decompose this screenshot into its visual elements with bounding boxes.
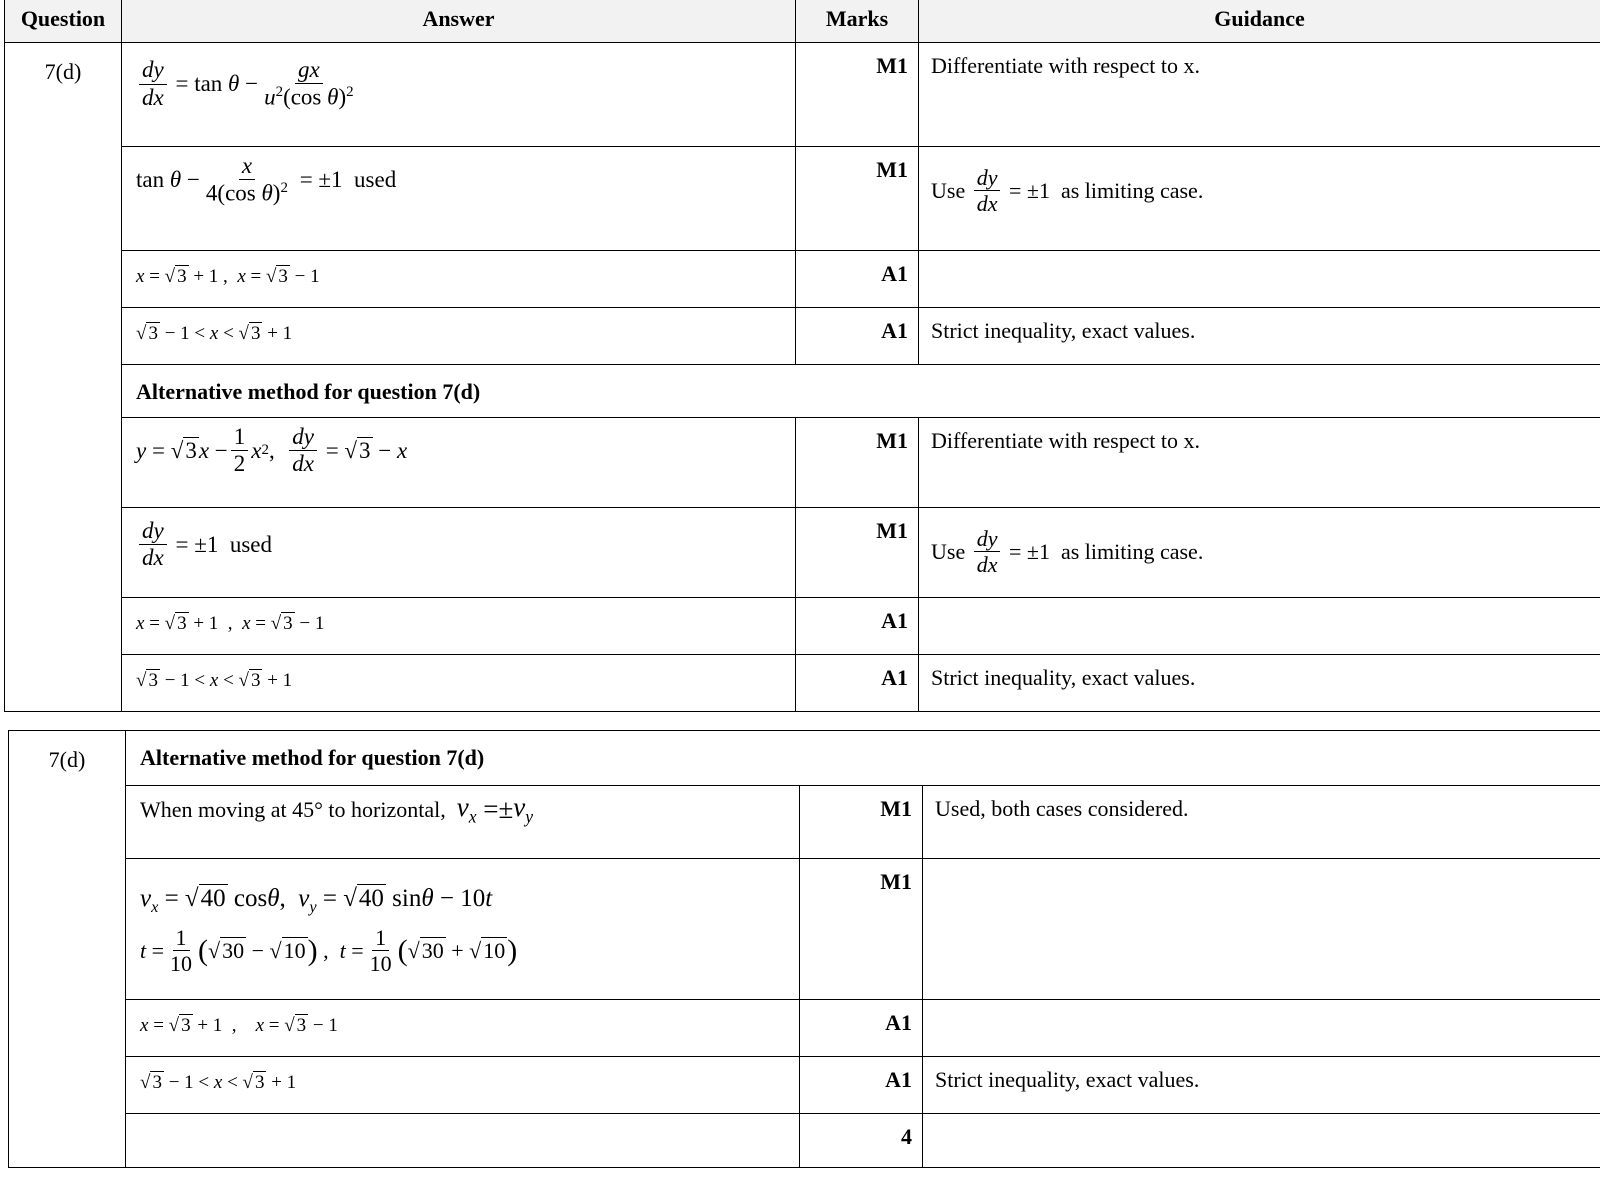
mark: M1	[800, 859, 923, 1000]
mark: A1	[796, 308, 919, 365]
answer-alt2-x-values: x = √ 3 + 1 , x = √ 3 − 1	[126, 1000, 800, 1057]
guidance: Differentiate with respect to x.	[919, 43, 1600, 147]
used-label: used	[354, 167, 397, 193]
answer-inequality: √ 3 − 1 < x < √ 3 + 1	[122, 308, 796, 365]
answer-alt-x-values: x = √ 3 + 1 , x = √ 3 − 1	[122, 598, 796, 655]
mark: M1	[796, 147, 919, 251]
answer-total-blank	[126, 1114, 800, 1168]
guidance	[919, 598, 1600, 655]
header-question: Question	[5, 0, 122, 43]
mark-scheme-table-1	[4, 0, 1600, 712]
guidance: Use $\frac{dy}{dx}$ = ±1 as limiting case.	[919, 147, 1600, 251]
mark: A1	[796, 655, 919, 712]
guidance	[923, 859, 1600, 1000]
header-answer: Answer	[122, 0, 796, 43]
guidance: Used, both cases considered.	[923, 786, 1600, 859]
header-marks: Marks	[796, 0, 919, 43]
mark: A1	[796, 251, 919, 308]
mark: A1	[796, 598, 919, 655]
mark-scheme-table-2	[8, 730, 1600, 1168]
guidance: Strict inequality, exact values.	[919, 308, 1600, 365]
header-guidance: Guidance	[919, 0, 1600, 43]
answer-velocity-condition: When moving at 45° to horizontal, $v_x$ =± $v_y$	[126, 786, 800, 859]
answer-alt2-inequality: √ 3 − 1 < x < √ 3 + 1	[126, 1057, 800, 1114]
answer-alt-inequality: √ 3 − 1 < x < √ 3 + 1	[122, 655, 796, 712]
used-label: used	[229, 531, 272, 557]
mark: A1	[800, 1000, 923, 1057]
alternative-method-heading: Alternative method for question 7(d)	[122, 365, 1600, 418]
question-ref: 7(d)	[9, 731, 126, 1168]
answer-x-values: x = √ 3 + 1 , x = √ 3 − 1	[122, 251, 796, 308]
mark: M1	[800, 786, 923, 859]
alternative-method-heading: Alternative method for question 7(d)	[126, 731, 1600, 786]
guidance	[923, 1000, 1600, 1057]
answer-alt-derivative: y = √ 3 x − $\frac{1}{2}$ x 2 , $\frac{dy}{dx}$ = √ 3 − x	[122, 418, 796, 508]
guidance: Strict inequality, exact values.	[923, 1057, 1600, 1114]
total-mark: 4	[800, 1114, 923, 1168]
mark: M1	[796, 418, 919, 508]
mark: M1	[796, 508, 919, 598]
answer-alt-gradient-condition: $\frac{dy}{dx}$ = ±1 used	[122, 508, 796, 598]
guidance: Strict inequality, exact values.	[919, 655, 1600, 712]
answer-gradient-condition: tan θ − $\frac{x}{4(\cos \theta)^2}$ = ±1 used	[122, 147, 796, 251]
answer-velocity-components: $v_x = √40$ cosθ, $v_y = √40$ sinθ − 10t t = $\frac{1}{10}$ ( √ 30 − √ 10 ) , t = $\frac{1}{10}$ ( √ 30 + √ 10 )	[126, 859, 800, 1000]
guidance	[919, 251, 1600, 308]
guidance-blank	[923, 1114, 1600, 1168]
mark: M1	[796, 43, 919, 147]
guidance: Differentiate with respect to x.	[919, 418, 1600, 508]
mark: A1	[800, 1057, 923, 1114]
guidance: Use $\frac{dy}{dx}$ = ±1 as limiting case.	[919, 508, 1600, 598]
question-ref: 7(d)	[5, 43, 122, 712]
answer-derivative: $\frac{dy}{dx}$ = tan θ − $\frac{gx}{u^2(\cos \theta)^2}$	[122, 43, 796, 147]
